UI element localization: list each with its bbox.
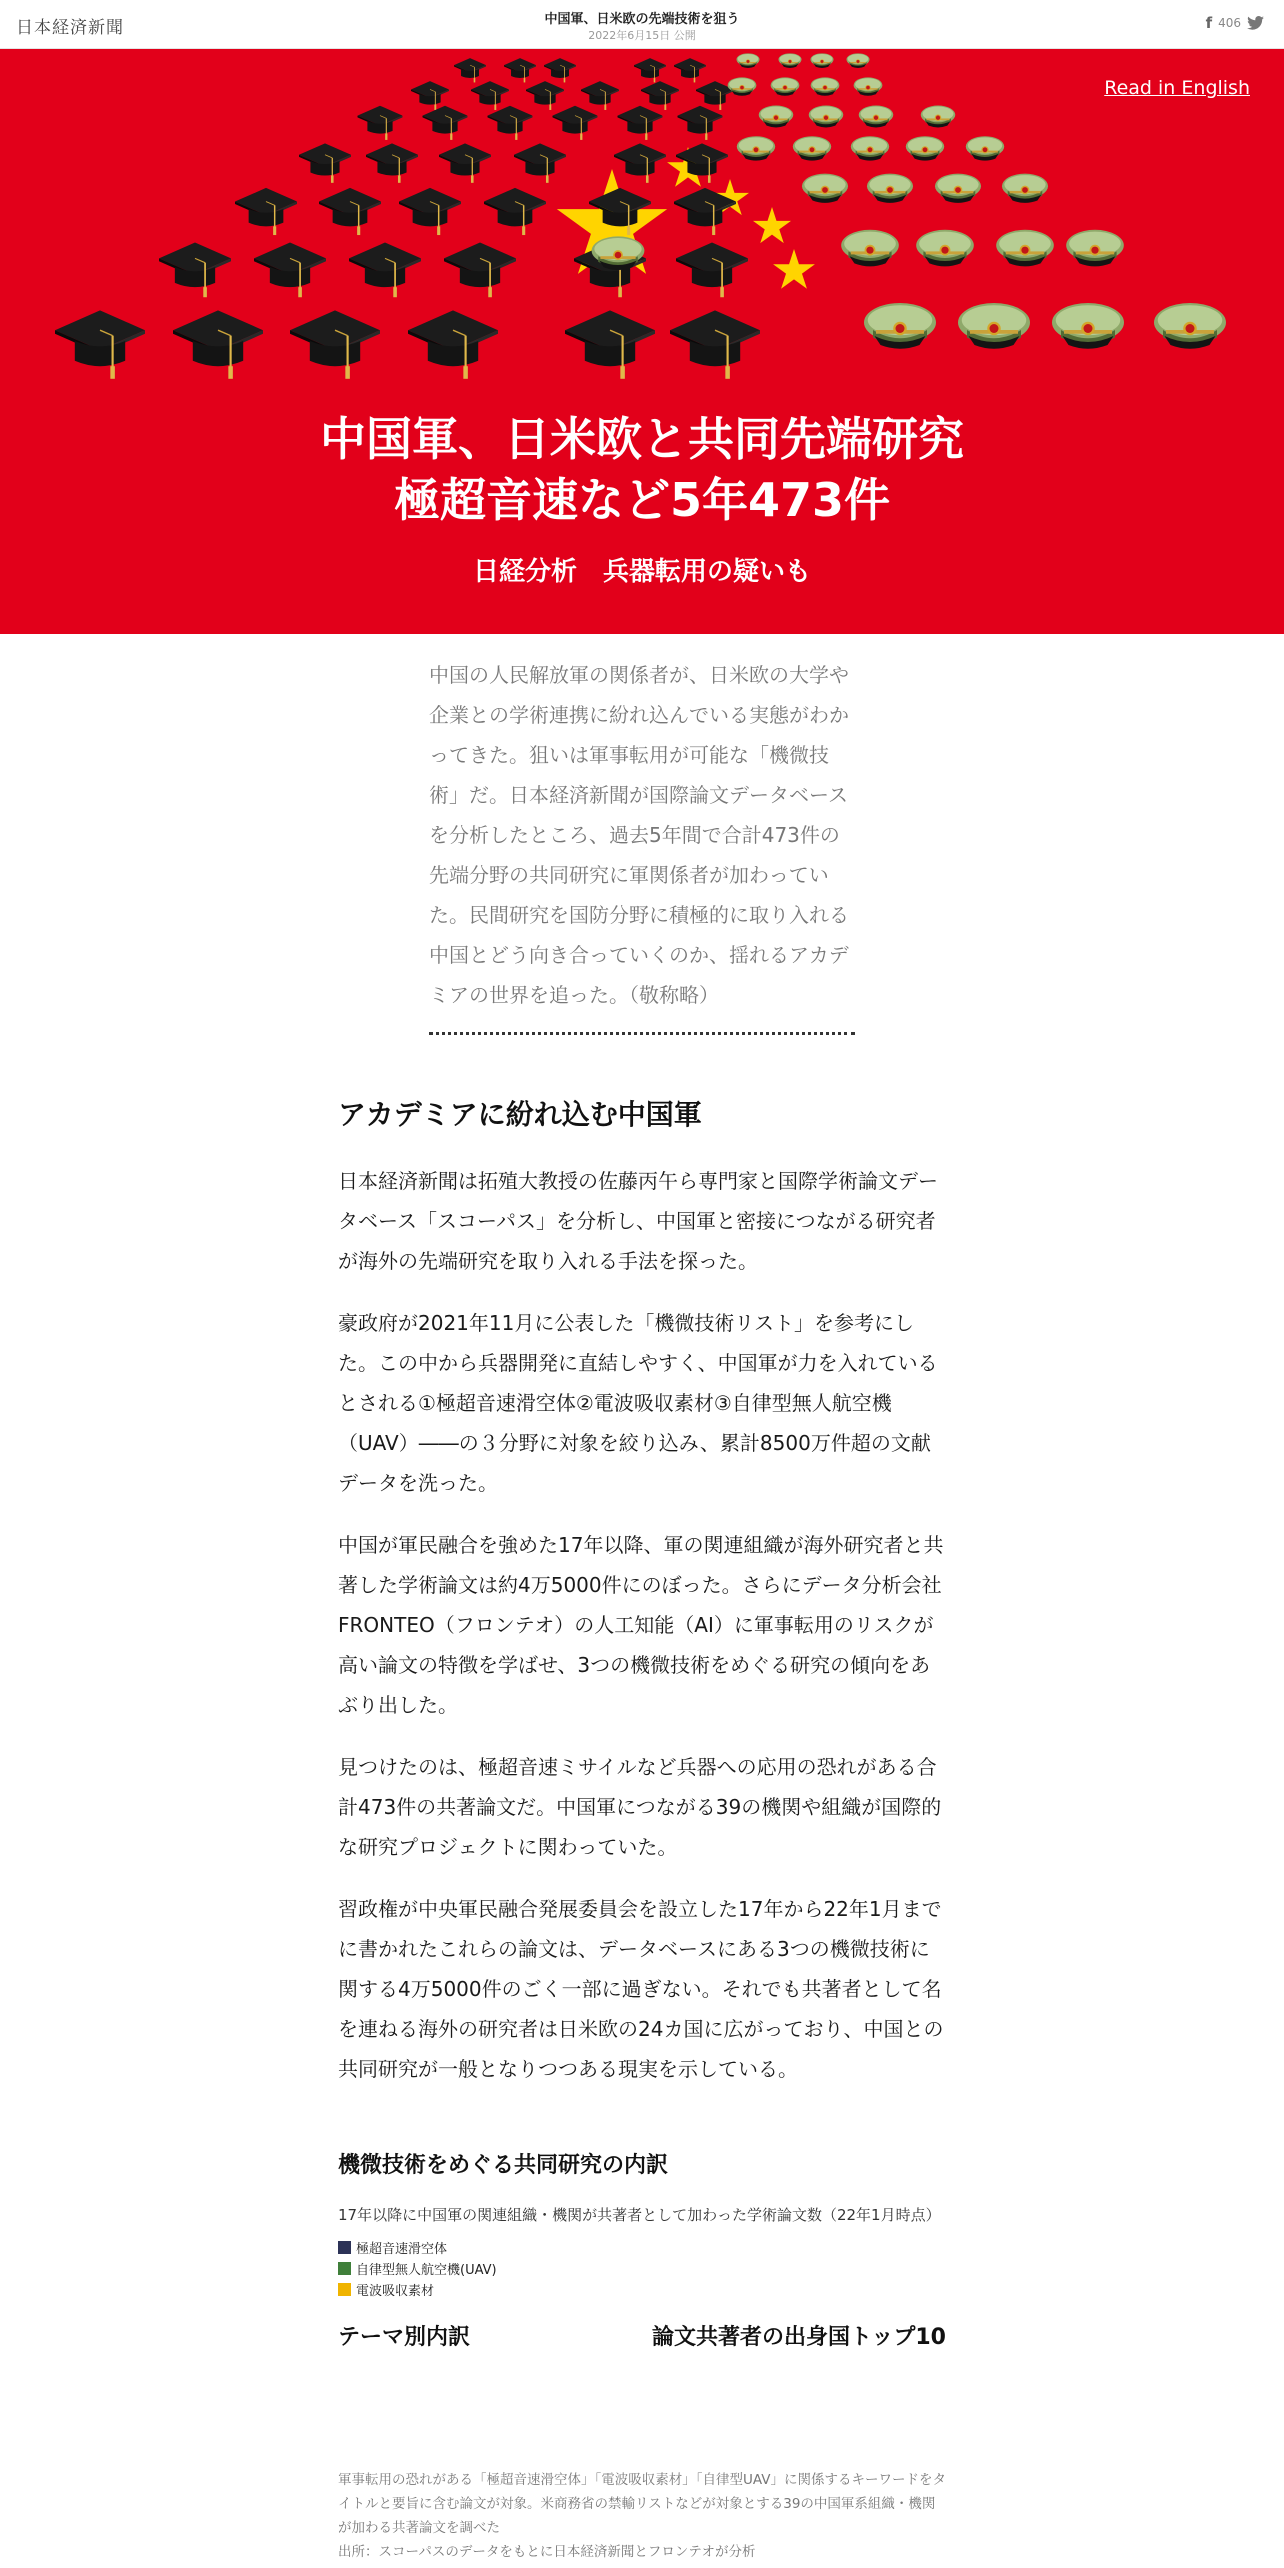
twitter-icon[interactable] bbox=[1247, 16, 1264, 30]
lead-paragraph: 中国の人民解放軍の関係者が、日米欧の大学や企業との学術連携に紛れ込んでいる実態がわかってきた。狙いは軍事転用が可能な「機微技術」だ。日本経済新聞が国際論文データベースを分析したところ、過去5年間で合計473件の先端分野の共同研究に軍関係者が加わっていた。民間研究を国防分野に積極的に取り入れる中国とどう向き合っていくのか、揺れるアカデミアの世界を追った。（敬称略） bbox=[429, 663, 849, 1007]
article-paragraph: 習政権が中央軍民融合発展委員会を設立した17年から22年1月までに書かれたこれらの論文は、データベースにある3つの機微技術に関する4万5000件のごく一部に過ぎない。それでも共著者として名を連ねる海外の研究者は日米欧の24カ国に広がっており、中国との共同研究が一般となりつつある現実を示している。 bbox=[338, 1897, 944, 2081]
page-title: 中国軍、日米欧の先端技術を狙う bbox=[544, 12, 740, 27]
legend-item bbox=[338, 2237, 946, 2258]
article-paragraph: 見つけたのは、極超音速ミサイルなど兵器への応用の恐れがある合計473件の共著論文だ。中国軍につながる39の機関や組織が国際的な研究プロジェクトに関わっていた。 bbox=[338, 1755, 942, 1859]
share-count: 406 bbox=[1218, 16, 1241, 30]
chart-legend bbox=[338, 2237, 946, 2300]
hero-illustration bbox=[0, 49, 1284, 634]
panel-title-theme: テーマ別内訳 bbox=[338, 2325, 471, 2350]
article-paragraph: 日本経済新聞は拓殖大教授の佐藤丙午ら専門家と国際学術論文データベース「スコーパス」を分析し、中国軍と密接につながる研究者が海外の先端研究を取り入れる手法を探った。 bbox=[338, 1169, 938, 1273]
legend-item bbox=[338, 2279, 946, 2300]
legend-label: 電波吸収素材 bbox=[356, 2284, 435, 2299]
publish-date: 2022年6月15日 公開 bbox=[588, 29, 696, 42]
chart-section bbox=[338, 2148, 946, 2351]
footnote-text: 軍事転用の恐れがある「極超音速滑空体」「電波吸収素材」「自律型UAV」に関係するキーワードをタイトルと要旨に含む論文が対象。米商務省の禁輸リストなどが対象とする39の中国軍系組織・機関が加わる共著論文を調べた bbox=[338, 2472, 946, 2536]
article-paragraph: 豪政府が2021年11月に公表した「機微技術リスト」を参考にした。この中から兵器開発に直結しやすく、中国軍が力を入れているとされる①極超音速滑空体②電波吸収素材③自律型無人航空機（UAV）――の３分野に対象を絞り込み、累計8500万件超の文献データを洗った。 bbox=[338, 1311, 938, 1495]
source-text: 出所：スコーパスのデータをもとに日本経済新聞とフロンテオが分析 bbox=[338, 2544, 756, 2560]
hero-title bbox=[0, 409, 1284, 531]
legend-item bbox=[338, 2258, 946, 2279]
legend-swatch bbox=[338, 2283, 351, 2296]
hero-banner bbox=[0, 49, 1284, 634]
section-heading: アカデミアに紛れ込む中国軍 bbox=[338, 1098, 702, 1131]
article-body bbox=[338, 1095, 946, 2111]
legend-label: 極超音速滑空体 bbox=[356, 2242, 448, 2257]
chart-title: 機微技術をめぐる共同研究の内訳 bbox=[338, 2153, 669, 2178]
legend-swatch bbox=[338, 2262, 351, 2275]
chart-footnote bbox=[338, 2468, 946, 2564]
read-in-english-link[interactable]: Read in English bbox=[1104, 77, 1250, 99]
hero-subtitle: 日経分析 兵器転用の疑いも bbox=[472, 557, 811, 587]
top-bar bbox=[0, 0, 1284, 49]
facebook-icon[interactable]: f bbox=[1205, 14, 1213, 32]
hero-title-line-2: 極超音速など5年473件 bbox=[393, 473, 891, 528]
chart-panels bbox=[338, 2320, 946, 2351]
chart-description: 17年以降に中国軍の関連組織・機関が共著者として加わった学術論文数（22年1月時点） bbox=[338, 2206, 941, 2224]
share-area bbox=[1206, 14, 1264, 32]
article-paragraph: 中国が軍民融合を強めた17年以降、軍の関連組織が海外研究者と共著した学術論文は約4万5000件にのぼった。さらにデータ分析会社FRONTEO（フロンテオ）の人工知能（AI）に軍事転用のリスクが高い論文の特徴を学ばせ、3つの機微技術をめぐる研究の傾向をあぶり出した。 bbox=[338, 1533, 944, 1717]
panel-title-countries: 論文共著者の出身国トップ10 bbox=[652, 2325, 946, 2350]
legend-label: 自律型無人航空機(UAV) bbox=[356, 2263, 497, 2278]
hero-title-line-1: 中国軍、日米欧と共同先端研究 bbox=[320, 412, 964, 466]
nikkei-logo[interactable]: 日本経済新聞 bbox=[16, 18, 124, 38]
legend-swatch bbox=[338, 2241, 351, 2254]
section-divider bbox=[429, 1032, 855, 1035]
